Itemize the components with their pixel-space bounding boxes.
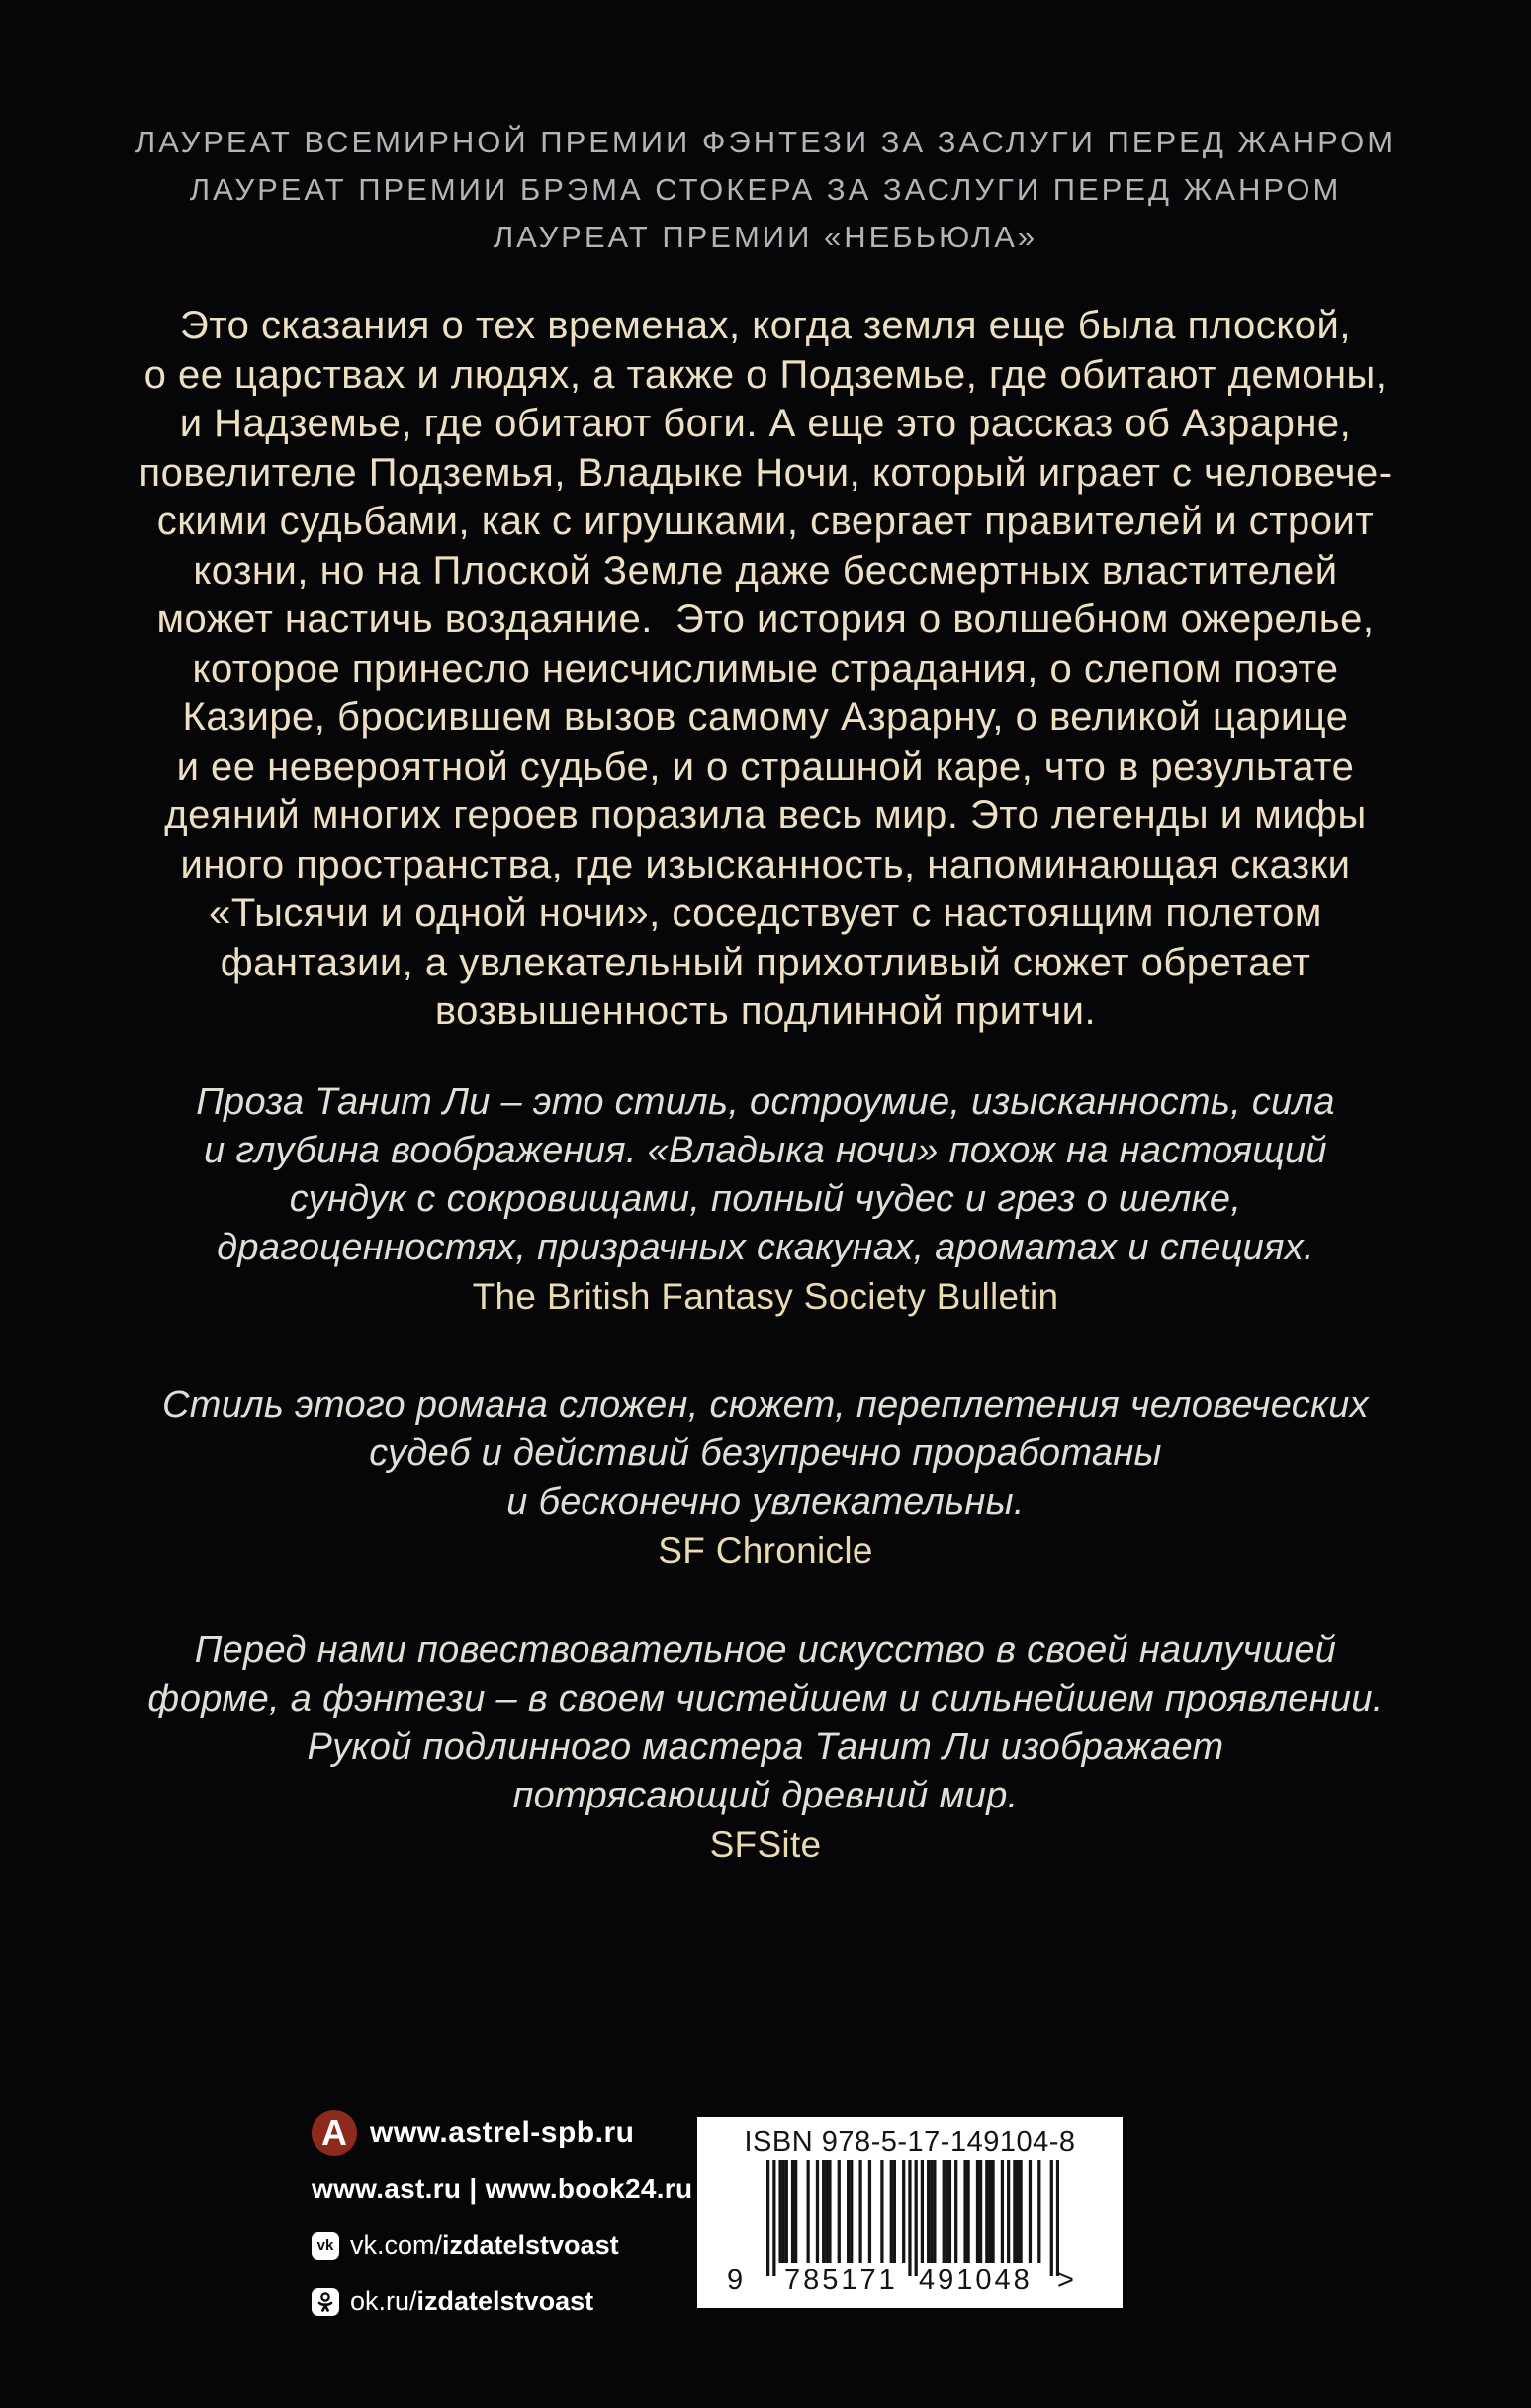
ok-link-row (312, 2286, 692, 2317)
awards-block (40, 119, 1491, 261)
award-line: ЛАУРЕАТ ВСЕМИРНОЙ ПРЕМИИ ФЭНТЕЗИ ЗА ЗАСЛУГИ ПЕРЕД ЖАНРОМ (135, 125, 1396, 159)
publisher-links-block (312, 2110, 692, 2317)
quote-line: Стиль этого романа сложен, сюжет, переплетения человеческих (162, 1384, 1369, 1426)
publisher-site-main: www.astrel-spb.ru (370, 2116, 635, 2149)
annotation-line: и Надземье, где обитают боги. А еще это рассказ об Азрарне, (179, 402, 1352, 445)
quote-line: потрясающий древний мир. (512, 1775, 1019, 1816)
vk-handle: izdatelstvoast (442, 2230, 619, 2260)
annotation-line: повелителе Подземья, Владыке Ночи, который играет с человече- (138, 450, 1393, 495)
quote-attribution: The British Fantasy Society Bulletin (472, 1276, 1059, 1317)
annotation-line: возвышенность подлинной притчи. (434, 989, 1097, 1033)
annotation-line: иного пространства, где изысканность, напоминающая сказки (180, 842, 1351, 886)
quote-line: сундук с сокровищами, полный чудес и грез о шелке, (289, 1178, 1242, 1220)
isbn-barcode-box (697, 2117, 1123, 2308)
publisher-sites-secondary: www.ast.ru | www.book24.ru (312, 2174, 693, 2204)
quote-line: форме, а фэнтези – в своем чистейшем и сильнейшем проявлении. (147, 1678, 1384, 1719)
ean13-barcode (766, 2160, 1059, 2278)
ok-link (350, 2286, 593, 2317)
barcode-digits-left: 785171 (784, 2265, 898, 2296)
annotation-line: козни, но на Плоской Земле даже бессмертных властителей (193, 548, 1338, 593)
quote-sfsite (59, 1626, 1472, 1869)
quote-line: драгоценностях, призрачных скакунах, ароматах и специях. (217, 1227, 1314, 1268)
quote-line: Перед нами повествовательное искусство в своей наилучшей (194, 1629, 1337, 1671)
annotation-line: скими судьбами, как с игрушками, свергает правителей и строит (156, 500, 1375, 543)
quote-line: Рукой подлинного мастера Танит Ли изображает (307, 1726, 1224, 1768)
vk-link-row (312, 2230, 692, 2261)
quote-line: Проза Танит Ли – это стиль, остроумие, изысканность, сила (196, 1081, 1335, 1123)
barcode-digits-right: 491048 (919, 2265, 1033, 2296)
quote-line: и глубина воображения. «Владыка ночи» похож на настоящий (204, 1130, 1327, 1171)
award-line: ЛАУРЕАТ ПРЕМИИ БРЭМА СТОКЕРА ЗА ЗАСЛУГИ ПЕРЕД ЖАНРОМ (189, 172, 1342, 207)
ast-logo-icon: A (312, 2110, 357, 2156)
ok-prefix: ok.ru/ (350, 2286, 417, 2316)
quote-attribution: SFSite (709, 1824, 822, 1865)
vk-prefix: vk.com/ (350, 2230, 443, 2260)
annotation-line: которое принесло неисчислимые страдания, о слепом поэте (192, 646, 1339, 691)
annotation-line: Казире, бросившем вызов самому Азрарну, о великой царице (182, 695, 1349, 739)
annotation-line: фантазии, а увлекательный прихотливый сюжет обретает (220, 940, 1311, 984)
quote-british-fantasy (59, 1078, 1472, 1321)
annotation-line: и ее невероятной судьбе, и о страшной каре, что в результате (176, 744, 1355, 788)
publisher-site-row (312, 2110, 692, 2156)
ok-handle: izdatelstvoast (416, 2286, 594, 2316)
annotation-block (59, 302, 1472, 1037)
annotation-line: «Тысячи и одной ночи», соседствует с настоящим полетом (209, 891, 1322, 935)
quote-line: судеб и действий безупречно проработаны (369, 1433, 1162, 1474)
annotation-line: Это сказания о тех временах, когда земля еще была плоской, (180, 304, 1351, 347)
barcode-digit-first: 9 (727, 2265, 744, 2296)
isbn-label: ISBN 978-5-17-149104-8 (744, 2126, 1076, 2158)
quote-lines (59, 1381, 1472, 1527)
quote-line: и бесконечно увлекательны. (506, 1481, 1025, 1523)
vk-icon: vk (312, 2232, 339, 2260)
quote-lines (59, 1078, 1472, 1272)
award-line: ЛАУРЕАТ ПРЕМИИ «НЕБЬЮЛА» (493, 220, 1038, 254)
ok-icon (312, 2288, 339, 2316)
quote-lines (59, 1626, 1472, 1820)
annotation-line: деяний многих героев поразила весь мир. Это легенды и мифы (164, 793, 1367, 837)
annotation-line: может настичь воздаяние. Это история о волшебном ожерелье, (156, 598, 1375, 641)
annotation-line: о ее царствах и людях, а также о Подземье, где обитают демоны, (143, 352, 1388, 397)
quote-sf-chronicle (59, 1381, 1472, 1575)
vk-link (350, 2230, 619, 2261)
quote-attribution: SF Chronicle (658, 1530, 873, 1571)
barcode-arrow: > (1057, 2265, 1074, 2296)
